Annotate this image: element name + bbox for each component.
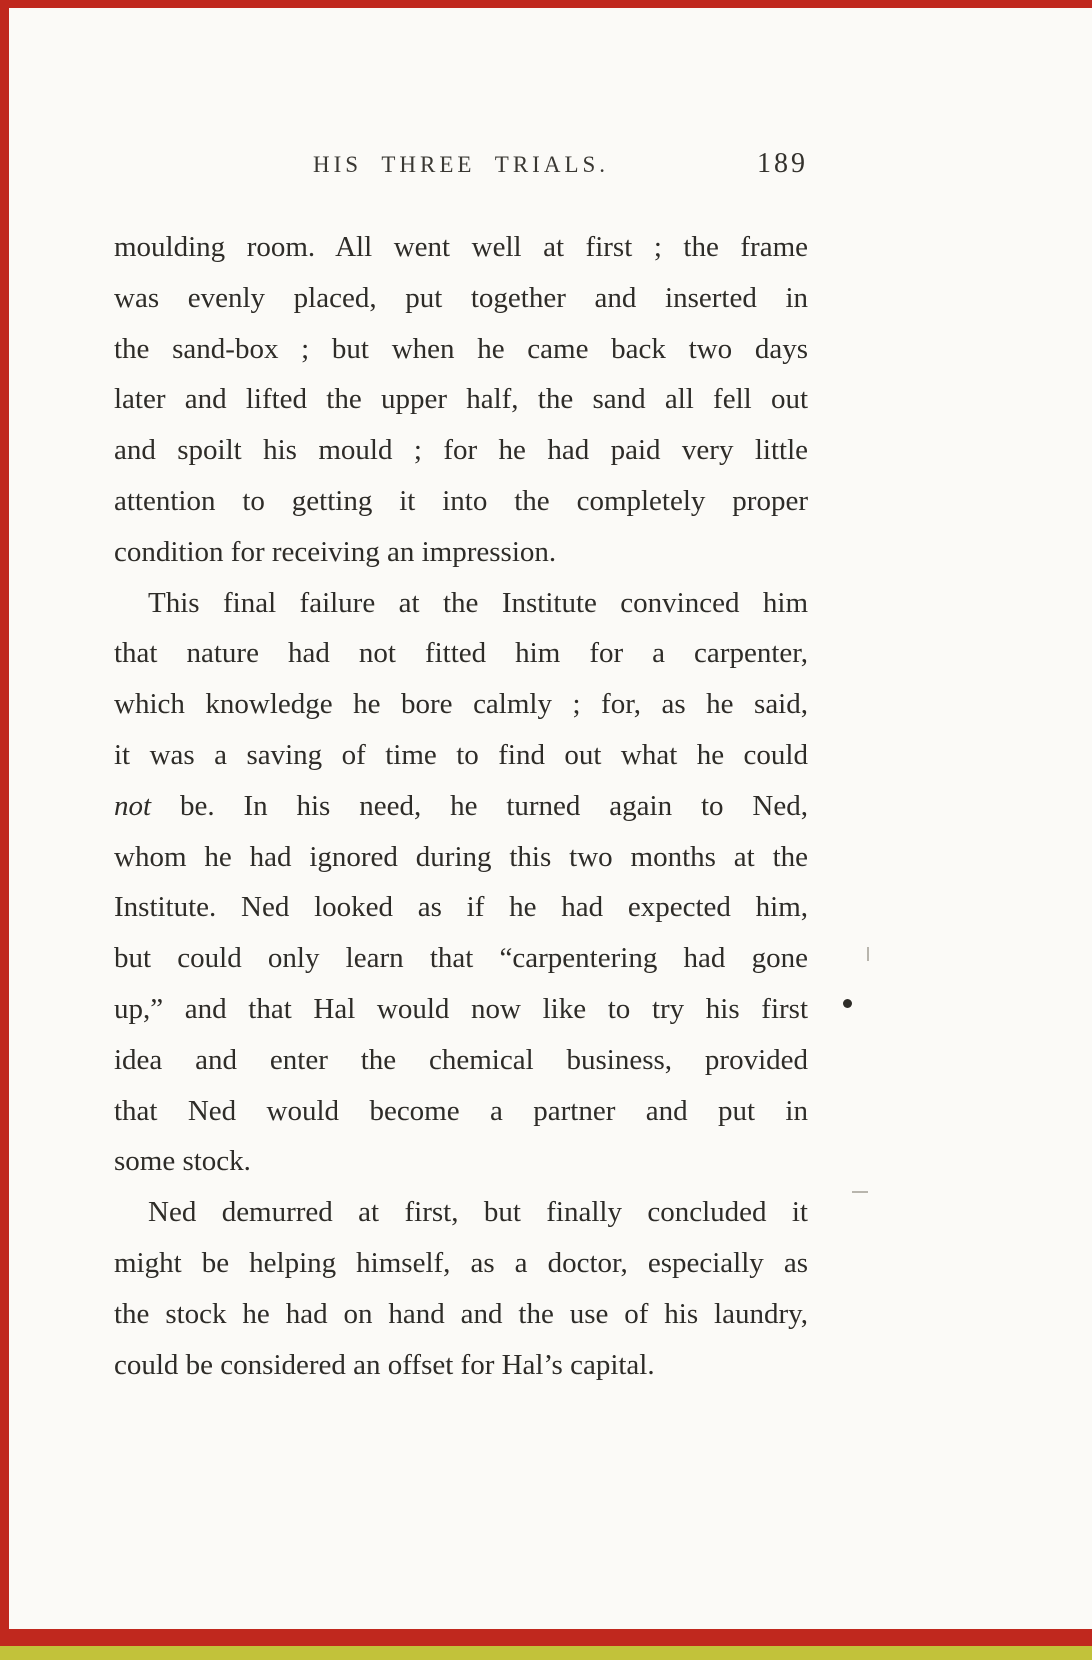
text-line: was evenly placed, put together and inserted in [114, 281, 808, 314]
text-block [114, 148, 808, 1390]
text-line: moulding room. All went well at first ; the frame [114, 231, 808, 263]
paragraph [114, 578, 808, 1188]
text-line: that nature had not fitted him for a carpenter, [114, 637, 808, 670]
scan-edge-bottom-red [0, 1629, 1092, 1646]
text-line: but could only learn that “carpentering had gone [114, 942, 808, 975]
text-line: which knowledge he bore calmly ; for, as he said, [114, 688, 808, 721]
scan-edge-top [0, 0, 1092, 8]
body-text [114, 222, 808, 1390]
text-line: idea and enter the chemical business, provided [114, 1043, 808, 1076]
text-line: condition for receiving an impression. [114, 535, 557, 568]
text-line: and spoilt his mould ; for he had paid very little [114, 434, 808, 467]
text-line: some stock. [114, 1145, 251, 1178]
text-line: not be. In his need, he turned again to Ned, [114, 789, 808, 822]
text-line: Ned demurred at first, but finally concluded it [148, 1196, 808, 1229]
running-title: HIS THREE TRIALS. [312, 152, 610, 177]
page-number: 189 [757, 148, 808, 179]
scan-edge-bottom-yellow [0, 1646, 1092, 1660]
text-line: This final failure at the Institute convinced him [148, 586, 808, 619]
text-line: the stock he had on hand and the use of his laundry, [114, 1297, 808, 1330]
scan-edge-left [0, 0, 9, 1660]
text-line: it was a saving of time to find out what he could [114, 738, 808, 771]
page-header [114, 148, 808, 180]
paragraph [114, 1187, 808, 1390]
text-line: could be considered an offset for Hal’s capital. [114, 1348, 655, 1381]
scan-speck-vertical [867, 947, 869, 961]
text-line: up,” and that Hal would now like to try his first [114, 992, 808, 1025]
text-line: that Ned would become a partner and put in [114, 1094, 808, 1127]
paragraph [114, 222, 808, 578]
text-line: whom he had ignored during this two months at the [114, 840, 808, 873]
text-line: later and lifted the upper half, the sand all fell out [114, 383, 808, 416]
text-line: might be helping himself, as a doctor, especially as [114, 1246, 808, 1279]
text-line: attention to getting it into the completely proper [114, 484, 808, 517]
ink-dot-mark [843, 999, 852, 1008]
scan-speck-horizontal [852, 1191, 868, 1193]
text-line: Institute. Ned looked as if he had expected him, [114, 891, 808, 924]
italic-text: not [114, 789, 152, 822]
text-line: the sand-box ; but when he came back two days [114, 332, 808, 365]
